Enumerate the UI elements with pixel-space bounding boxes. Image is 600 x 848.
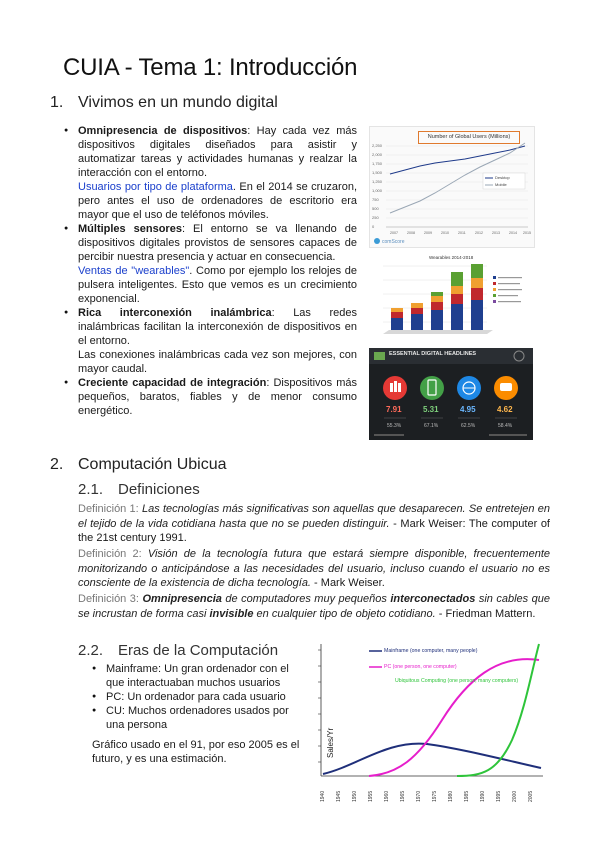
definition-text: Las tecnologías más significativas son aquellas que desaparecen. Se entretejen en el tejido de la vida cotidiana hasta que no se pueden distinguir. — [78, 503, 550, 530]
y-tick: 250 — [372, 215, 379, 220]
ubiquitous-series-line — [457, 644, 539, 776]
wearables-chart-svg — [369, 252, 533, 340]
x-tick: 2005 — [528, 790, 534, 802]
item-term: Rica interconexión inalámbrica — [78, 307, 272, 319]
list-item: ● PC: Un ordenador para cada usuario — [90, 690, 302, 704]
subsection-title: Definiciones — [118, 481, 200, 498]
digital-headlines-infographic — [369, 348, 533, 440]
infographic-svg — [369, 348, 533, 440]
y-tick: 1,500 — [372, 170, 383, 175]
stat-value: 7.91 — [386, 405, 402, 414]
x-tick: 1985 — [464, 790, 470, 802]
x-tick: 2013 — [492, 231, 500, 235]
stat-value: 4.95 — [460, 405, 476, 414]
x-tick: 1945 — [336, 790, 342, 802]
section-number: 1. — [50, 94, 64, 111]
x-tick: 1965 — [400, 790, 406, 802]
section-title: Vivimos en un mundo digital — [78, 94, 278, 111]
definition-1 — [78, 502, 550, 546]
y-tick: 2,000 — [372, 152, 383, 157]
bar-2014 — [391, 308, 403, 330]
x-tick: 2014 — [509, 231, 517, 235]
item-text: : Hay cada vez más dispositivos digitales diseñados para asistir y automatizar tareas y actividades humanas y realzar la interacción con el entorno. — [78, 125, 358, 179]
subsection-number: 2.1. — [78, 481, 104, 498]
chart-legend — [493, 276, 522, 303]
definition-3 — [78, 592, 550, 621]
item-term: Omnipresencia de dispositivos — [78, 125, 248, 137]
item-note: . En el 2014 se cruzaron, pero antes el uso de ordenadores de escritorio era mayor que el uso de teléfonos móviles. — [78, 181, 357, 221]
x-tick: 1955 — [368, 790, 374, 802]
stat-percent: 55.3% — [387, 423, 402, 429]
x-tick: 2007 — [390, 231, 398, 235]
item-text: : Dispositivos más pequeños, baratos, fiables y de menor consumo energético. — [78, 377, 357, 417]
bar-2015 — [411, 303, 423, 330]
x-tick: 1970 — [416, 790, 422, 802]
infographic-title: ESSENTIAL DIGITAL HEADLINES — [389, 351, 477, 357]
x-tick: 2010 — [441, 231, 449, 235]
x-tick: 1960 — [384, 790, 390, 802]
definition-label: Definición 1: — [78, 503, 142, 515]
definition-keyword: invisible — [209, 607, 254, 620]
section-1-list — [62, 124, 357, 418]
eras-note: Gráfico usado en el 91, por eso 2005 es el futuro, y es una estimación. — [92, 739, 300, 765]
pc-series-line — [369, 659, 539, 776]
list-item: ● Mainframe: Un gran ordenador con el que interactuaban muchos usuarios — [90, 662, 302, 690]
definition-source: - Mark Weiser. — [311, 577, 385, 589]
x-tick: 1940 — [320, 790, 326, 802]
definition-2 — [78, 547, 550, 591]
item-text: : Las redes inalámbricas facilitan la interconexión de dispositivos en el entorno. — [78, 307, 357, 347]
stat-percent: 62.5% — [461, 423, 476, 429]
legend-label: Mainframe (one computer, many people) — [384, 648, 478, 654]
eras-chart — [307, 640, 550, 842]
subsection-2-1-heading — [78, 481, 200, 498]
list-item — [62, 306, 357, 376]
definition-text: en cualquier tipo de objeto cotidiano. — [253, 607, 436, 620]
subsection-2-2-heading — [78, 642, 278, 659]
x-tick: 2009 — [424, 231, 432, 235]
y-tick: 1,250 — [372, 179, 383, 184]
section-2-heading — [50, 456, 227, 474]
y-tick: 750 — [372, 197, 379, 202]
y-tick: 1,750 — [372, 161, 383, 166]
wearables-link[interactable]: Ventas de "wearables" — [78, 265, 190, 277]
x-tick: 1975 — [432, 790, 438, 802]
x-tick: 2000 — [512, 790, 518, 802]
users-chart-title: Number of Global Users (Millions) — [418, 131, 520, 144]
x-tick: 2015 — [523, 231, 531, 235]
desktop-series-line — [390, 146, 525, 174]
item-term: Creciente capacidad de integración — [78, 377, 267, 389]
x-tick: 1950 — [352, 790, 358, 802]
item-note: Las conexiones inalámbricas cada vez son mejores, con mayor caudal. — [78, 349, 357, 375]
x-tick: 1990 — [480, 790, 486, 802]
stat-percent: 67.1% — [424, 423, 439, 429]
bar-2016 — [431, 292, 443, 330]
legend-label: Ubiquitous Computing (one person, many computers) — [395, 678, 519, 684]
item-note: . Como por ejemplo los relojes de pulsera inteligentes. Esto que vemos es un crecimiento exponencial. — [78, 265, 358, 305]
stat-value: 4.62 — [497, 405, 513, 414]
infographic-logo-icon — [374, 352, 385, 360]
list-item — [62, 124, 357, 222]
legend-label: Desktop — [495, 175, 510, 180]
item-term: Múltiples sensores — [78, 223, 182, 235]
y-axis-label: Sales/Yr — [326, 727, 335, 758]
wearables-chart-image — [369, 252, 533, 340]
stat-percent: 58.4% — [498, 423, 513, 429]
y-tick: 500 — [372, 206, 379, 211]
brand-logo-icon — [374, 238, 380, 244]
eras-chart-svg — [307, 640, 550, 842]
definition-keyword: Omnipresencia — [142, 593, 222, 605]
section-number: 2. — [50, 456, 64, 473]
x-tick: 2011 — [458, 231, 466, 235]
item-text: : El entorno se va llenando de dispositivos digitales provistos de sensores capaces de percibir nuestra presencia y actuar en consecuencia. — [78, 223, 357, 263]
definition-label: Definición 3: — [78, 593, 143, 605]
section-1-heading — [50, 94, 278, 112]
y-tick: 2,250 — [372, 143, 383, 148]
definition-source: - Mark Weiser: The computer of the 21st century 1991. — [78, 517, 550, 544]
y-tick: 1,000 — [372, 188, 383, 193]
definition-text: Visión de la tecnología futura que estará siempre disponible, frecuentemente monitorizando o anticipándose a las necesidades del usuario, incluso cuando el usuario no es consciente de la existencia de dicha tecnología. — [78, 548, 550, 589]
x-tick: 1995 — [496, 790, 502, 802]
legend-label: PC (one person, one computer) — [384, 664, 457, 670]
y-tick: 0 — [372, 224, 375, 229]
subsection-number: 2.2. — [78, 642, 104, 659]
bar-2017 — [451, 272, 463, 330]
eras-list — [90, 662, 302, 732]
list-item: ● CU: Muchos ordenadores usados por una persona — [90, 704, 302, 732]
users-chart-svg — [370, 127, 534, 247]
subsection-title: Eras de la Computación — [118, 642, 279, 659]
x-tick: 2012 — [475, 231, 483, 235]
definition-label: Definición 2: — [78, 548, 148, 560]
stat-value: 5.31 — [423, 405, 439, 414]
x-tick: 1980 — [448, 790, 454, 802]
definition-keyword: interconectados — [390, 593, 476, 605]
list-item — [62, 376, 357, 418]
chart-title: Wearables 2014-2018 — [429, 255, 474, 260]
list-item — [62, 222, 357, 306]
definition-text: sin cables que se incrustan de forma casi — [78, 593, 550, 620]
legend-label: Mobile — [495, 182, 507, 187]
platform-users-link[interactable]: Usuarios por tipo de plataforma — [78, 181, 233, 193]
brand-name: comScore — [382, 239, 405, 245]
bar-2018 — [471, 264, 483, 330]
section-title: Computación Ubicua — [78, 456, 227, 473]
users-chart-image — [369, 126, 535, 248]
definition-source: - Friedman Mattern. — [435, 607, 536, 620]
definition-text: de computadores muy pequeños — [221, 593, 391, 605]
page-title: CUIA - Tema 1: Introducción — [63, 54, 358, 81]
x-tick: 2008 — [407, 231, 415, 235]
